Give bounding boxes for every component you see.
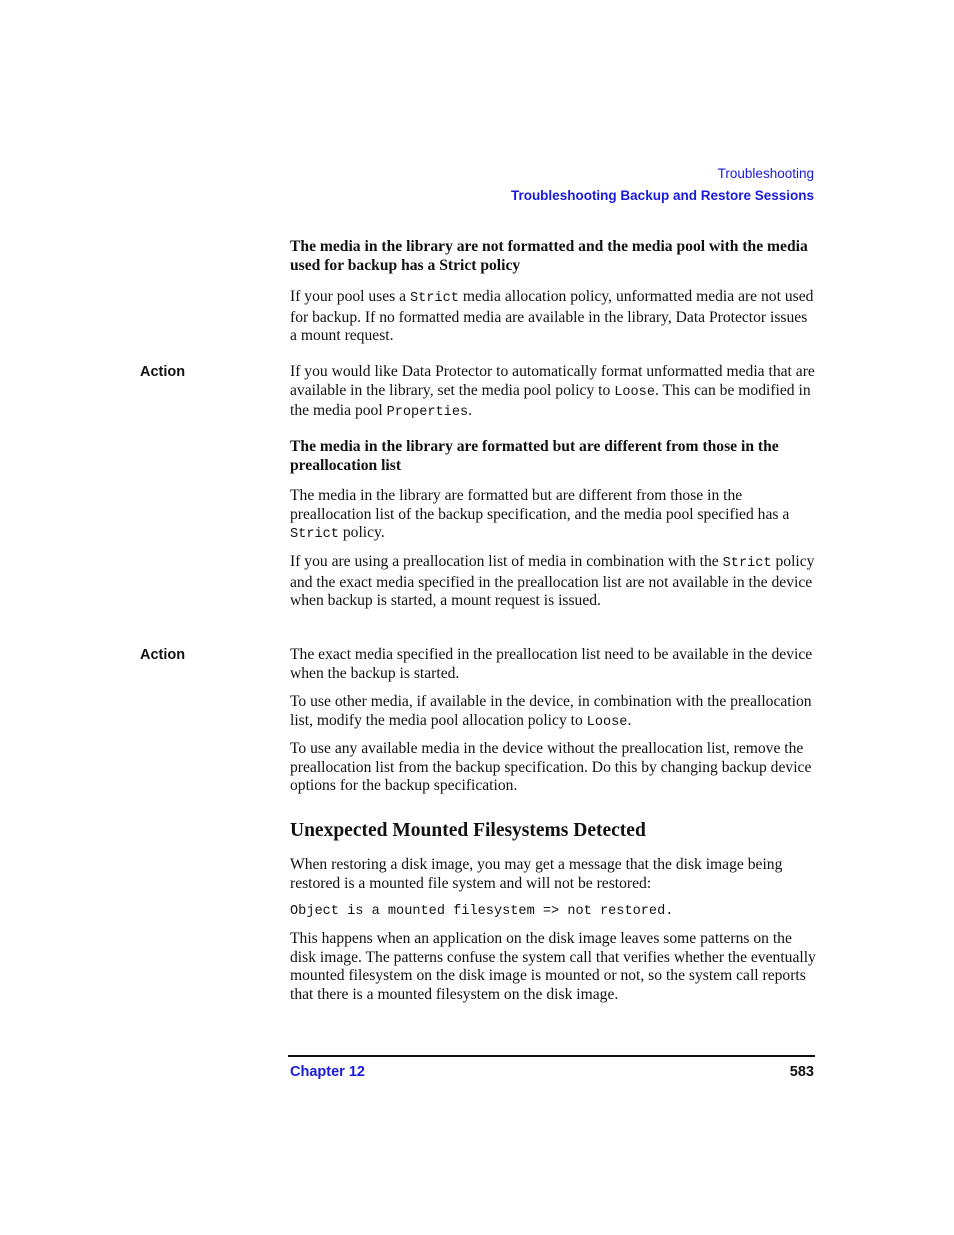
paragraph-restore-message: When restoring a disk image, you may get a message that the disk image being restored is a mounted file system and will not be restored: bbox=[290, 856, 783, 892]
code-loose: Loose bbox=[614, 384, 655, 400]
footer-page-number: 583 bbox=[789, 1064, 814, 1080]
action-paragraph-2c: To use any available media in the device without the preallocation list, remove the preallocation list from the backup specification. Do this by changing backup device options for the backup specification. bbox=[290, 740, 812, 795]
code-strict: Strict bbox=[722, 556, 772, 571]
subheading-formatted-different: The media in the library are formatted but are different from those in the preallocation list bbox=[290, 438, 779, 474]
paragraph-mount-request: If you are using a preallocation list of media in combination with the Strict policy and the exact media specified in the preallocation list are not available in the device when backup is started, a mount request is issued. bbox=[290, 553, 815, 610]
section-heading-unexpected-mounted: Unexpected Mounted Filesystems Detected bbox=[290, 820, 646, 841]
paragraph-strict-policy: If your pool uses a Strict media allocation policy, unformatted media are not used for backup. If no formatted media are available in the library, Data Protector issues a mount request. bbox=[290, 288, 814, 345]
footer-chapter-link[interactable]: Chapter 12 bbox=[290, 1064, 365, 1080]
paragraph-preallocation-mismatch: The media in the library are formatted but are different from those in the preallocation list of the backup specification, and the media pool specified has a Strict policy. bbox=[290, 487, 790, 543]
action-paragraph-2b: To use other media, if available in the device, in combination with the preallocation list, modify the media pool allocation policy to Loose. bbox=[290, 693, 812, 730]
subheading-not-formatted: The media in the library are not formatted and the media pool with the media used for backup has a Strict policy bbox=[290, 238, 808, 274]
paragraph-patterns-explanation: This happens when an application on the disk image leaves some patterns on the disk image. The patterns confuse the system call that verifies whether the eventually mounted filesystem on the disk image is mounted or not, so the system call reports that there is a mounted filesystem on the disk image. bbox=[290, 930, 816, 1004]
action-paragraph-1: If you would like Data Protector to automatically format unformatted media that are available in the library, set the media pool policy to Loose. This can be modified in the media pool Properties. bbox=[290, 363, 815, 421]
action-label-2: Action bbox=[140, 647, 186, 663]
running-header-chapter[interactable]: Troubleshooting bbox=[717, 166, 814, 181]
action-label-1: Action bbox=[140, 364, 186, 380]
code-properties: Properties bbox=[386, 405, 469, 421]
footer-rule bbox=[288, 1055, 815, 1057]
code-strict: Strict bbox=[409, 291, 459, 306]
code-loose: Loose bbox=[586, 714, 628, 730]
action-paragraph-2a: The exact media specified in the preallocation list need to be available in the device when the backup is started. bbox=[290, 646, 813, 682]
code-strict: Strict bbox=[290, 527, 339, 543]
running-header-section[interactable]: Troubleshooting Backup and Restore Sessions bbox=[510, 188, 814, 203]
code-example-message: Object is a mounted filesystem => not restored. bbox=[290, 904, 674, 919]
